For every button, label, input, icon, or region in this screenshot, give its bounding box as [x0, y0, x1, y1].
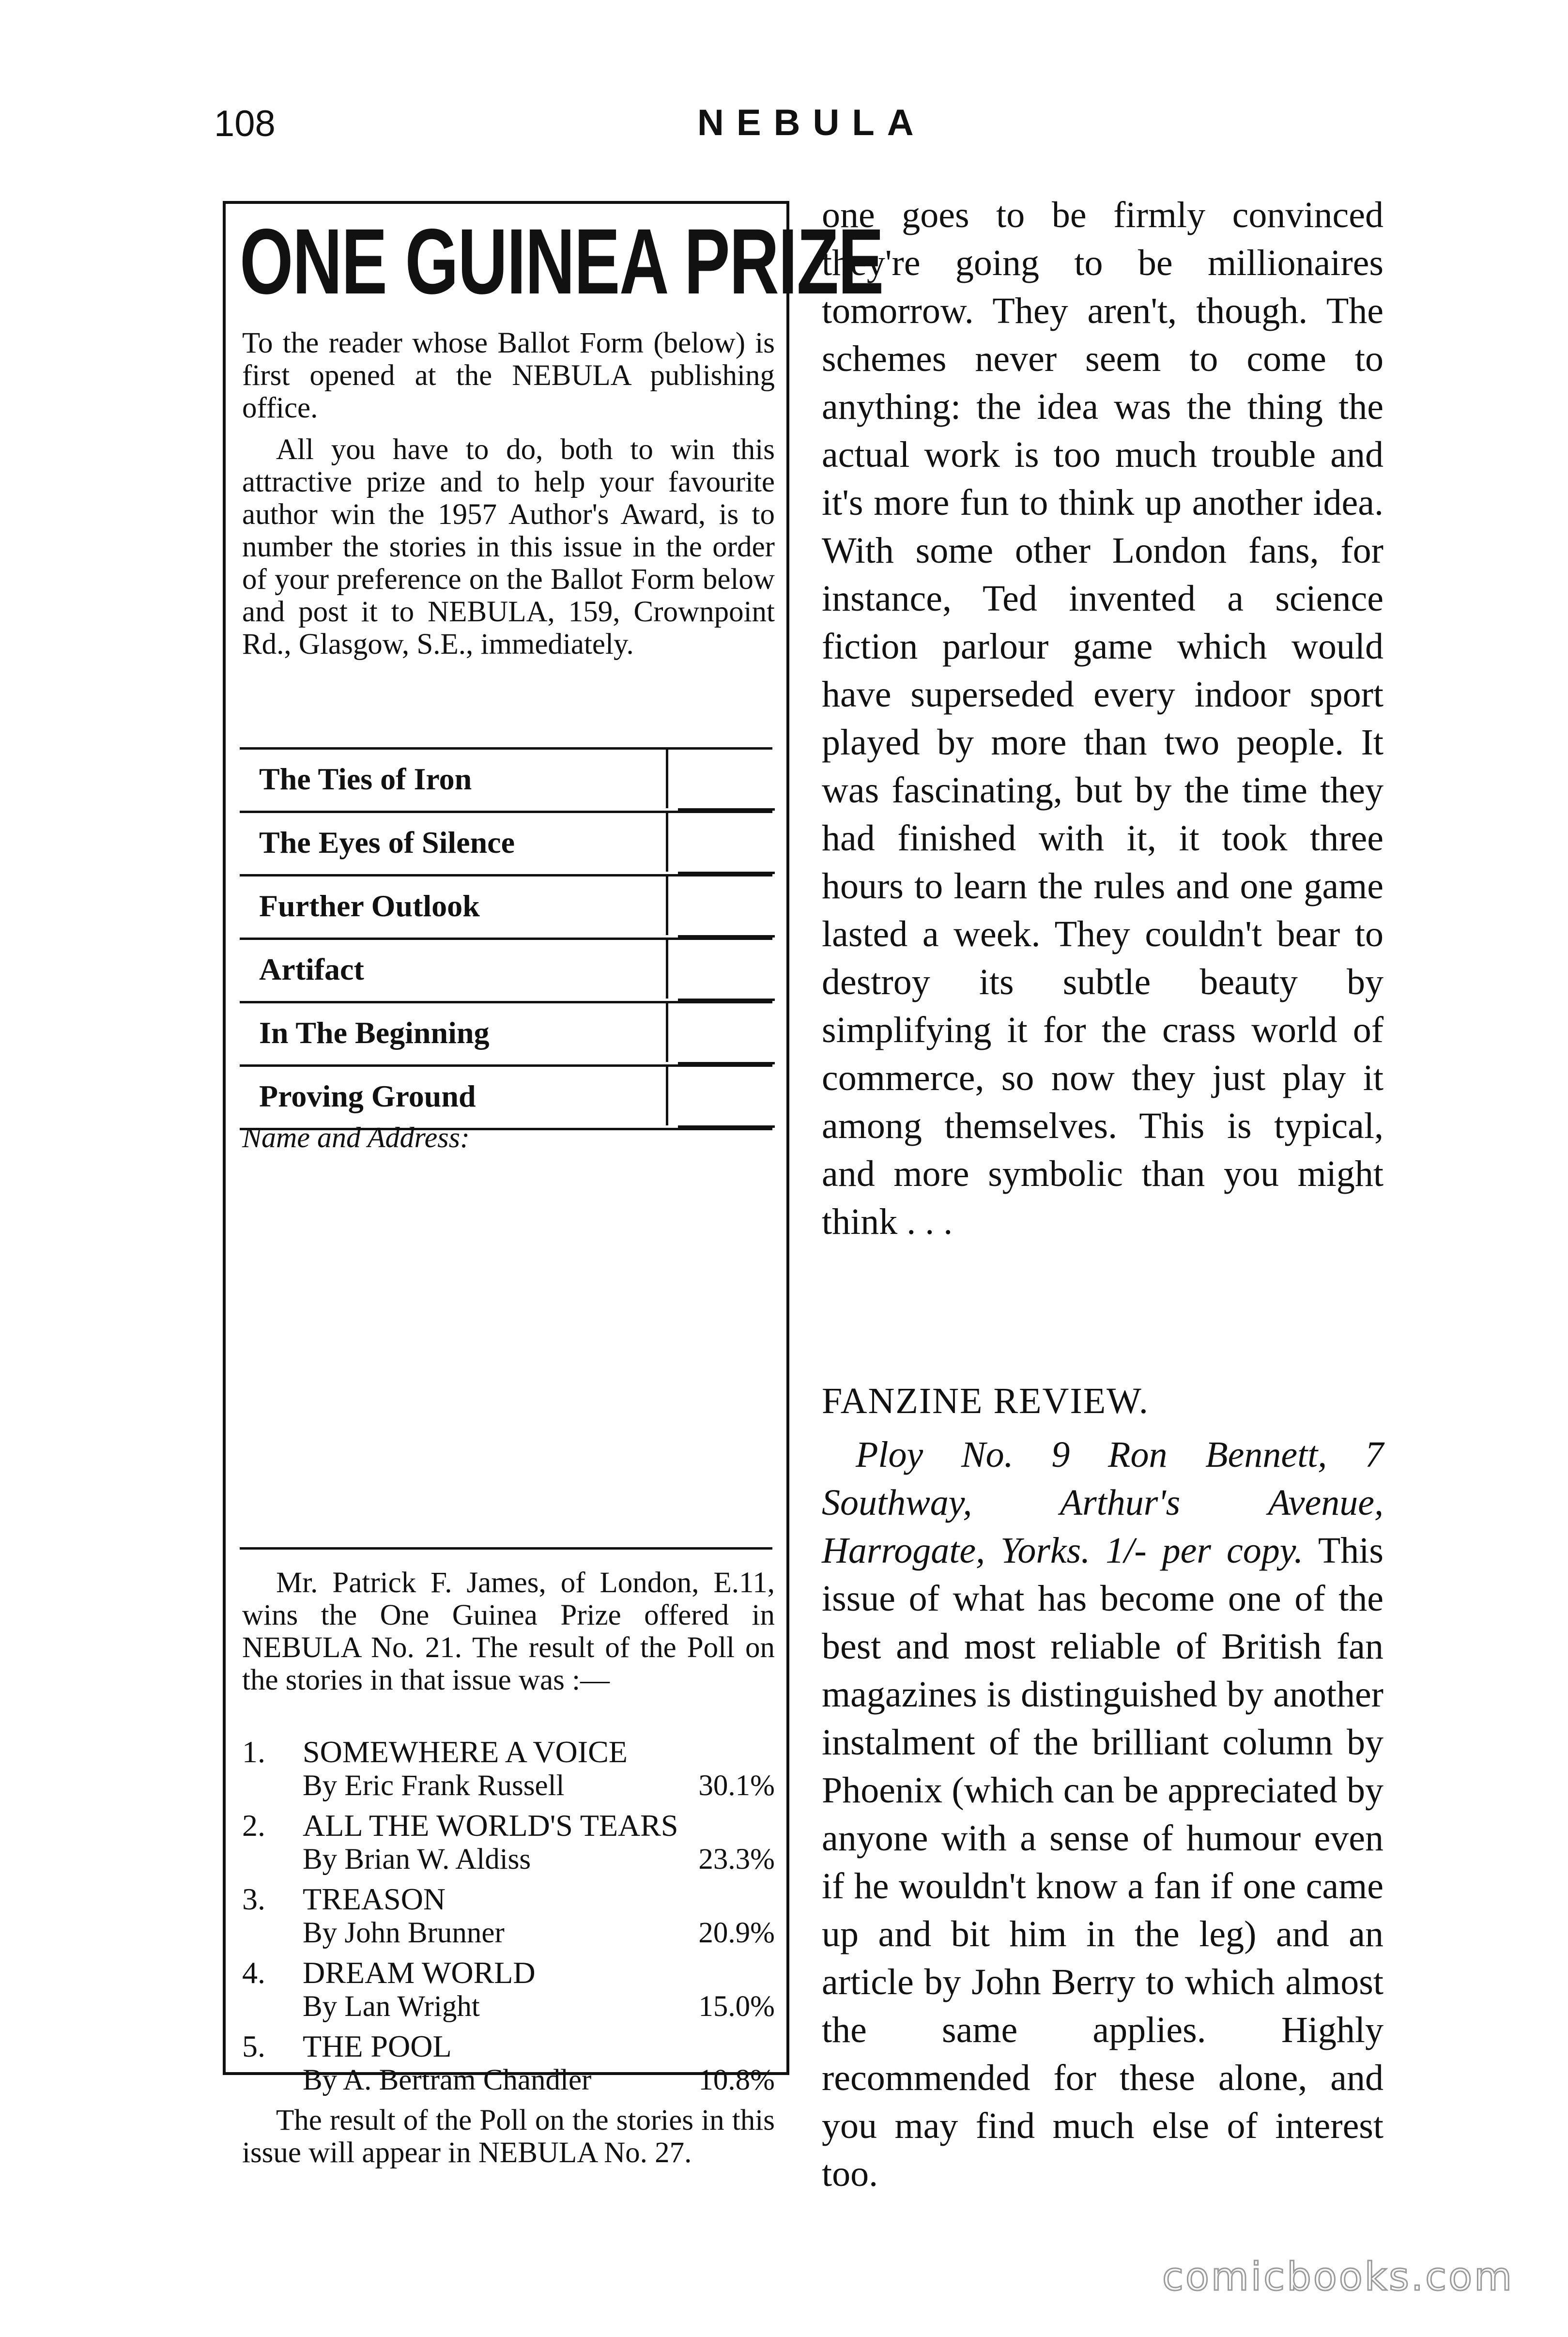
watermark: comicbooks.com	[1162, 2254, 1514, 2299]
page-number: 108	[214, 103, 276, 144]
review-text: This issue of what has become one of the best and most reliable of British fan magazines is distinguished by another instalment of the brilliant column by Phoenix (which can be appreciated by anyone with a sense of humour even if he wouldn't know a fan if one came up and bit him in the leg) and an article by John Berry to which almost the same applies. Highly recommended for these alone, and you may find much else of interest too.	[822, 1530, 1384, 2194]
ballot-entry-box[interactable]	[666, 938, 775, 999]
list-item	[242, 1883, 775, 1957]
prize-intro: To the reader whose Ballot Form (below) is first opened at the NEBULA publishing office.	[242, 327, 775, 424]
list-item	[242, 1810, 775, 1883]
poll-story-title: TREASON	[303, 1882, 446, 1916]
poll-percent: 30.1%	[698, 1769, 775, 1802]
poll-author: By John Brunner	[303, 1917, 505, 1949]
list-item	[242, 1736, 775, 1810]
ballot-entry-box[interactable]	[666, 1001, 775, 1062]
ballot-story: Artifact	[259, 952, 364, 986]
poll-rank: 2.	[242, 1808, 265, 1843]
ballot-entry-box[interactable]	[666, 1064, 775, 1125]
ballot-form	[240, 747, 772, 1130]
poll-story-title: THE POOL	[303, 2029, 452, 2063]
poll-rank: 5.	[242, 2029, 265, 2063]
section-heading: FANZINE REVIEW.	[822, 1381, 1149, 1421]
running-head: NEBULA	[697, 102, 926, 143]
ballot-story: The Ties of Iron	[259, 762, 472, 796]
poll-percent: 23.3%	[698, 1843, 775, 1876]
ballot-story: The Eyes of Silence	[259, 825, 515, 860]
poll-rank: 3.	[242, 1882, 265, 1916]
poll-author: By Lan Wright	[303, 1990, 480, 2023]
ballot-story: In The Beginning	[259, 1015, 490, 1050]
ballot-entry-box[interactable]	[666, 747, 775, 808]
poll-percent: 15.0%	[698, 1990, 775, 2023]
prize-instructions: All you have to do, both to win this attractive prize and to help your favourite author win the 1957 Author's Award, is to number the stories in this issue in the order of your preference on the Ballot Form below and post it to NEBULA, 159, Crownpoint Rd., Glasgow, S.E., immediately.	[242, 433, 775, 661]
list-item	[242, 1957, 775, 2030]
poll-results	[242, 1736, 775, 2104]
fanzine-review	[822, 1431, 1384, 2198]
poll-story-title: SOMEWHERE A VOICE	[303, 1735, 628, 1769]
name-address-label: Name and Address:	[242, 1122, 470, 1153]
article-body	[822, 191, 1384, 1246]
ballot-row	[240, 747, 772, 813]
article-paragraph: one goes to be firmly convinced they're going to be millionaires tomorrow. They aren't, though. The schemes never seem to come to anything: the idea was the thing the actual work is too much trouble and it's more fun to think up another idea. With some other London fans, for instance, Ted invented a science fiction parlour game which would have superseded every indoor sport played by more than two people. It was fascinating, but by the time they had finished with it, it took three hours to learn the rules and one game lasted a week. They couldn't bear to destroy its subtle beauty by simplifying it for the crass world of commerce, so now they just play it among themselves. This is typical, and more symbolic than you might think . . .	[822, 195, 1384, 1242]
poll-percent: 10.8%	[698, 2064, 775, 2096]
review-citation: Ploy No. 9 Ron Bennett, 7 Southway, Arthur's Avenue, Harrogate, Yorks. 1/- per copy.	[822, 1434, 1384, 1571]
poll-story-title: ALL THE WORLD'S TEARS	[303, 1808, 678, 1843]
ballot-story: Proving Ground	[259, 1079, 476, 1113]
poll-author: By Brian W. Aldiss	[303, 1843, 531, 1876]
poll-percent: 20.9%	[698, 1917, 775, 1949]
ballot-entry-box[interactable]	[666, 874, 775, 935]
prize-title: ONE GUINEA PRIZE	[240, 209, 883, 313]
poll-rank: 4.	[242, 1955, 265, 1990]
ballot-row	[240, 876, 772, 940]
winner-announcement: Mr. Patrick F. James, of London, E.11, wins the One Guinea Prize offered in NEBULA No. 21. The result of the Poll on the stories in that issue was :—	[242, 1567, 775, 1696]
ballot-row	[240, 813, 772, 876]
poll-note: The result of the Poll on the stories in this issue will appear in NEBULA No. 27.	[242, 2104, 775, 2169]
ballot-row	[240, 940, 772, 1003]
poll-story-title: DREAM WORLD	[303, 1955, 536, 1990]
poll-author: By A. Bertram Chandler	[303, 2064, 592, 2096]
poll-rank: 1.	[242, 1735, 265, 1769]
ballot-row	[240, 1003, 772, 1067]
divider	[240, 1547, 772, 1550]
ballot-story: Further Outlook	[259, 889, 480, 923]
poll-author: By Eric Frank Russell	[303, 1769, 565, 1802]
ballot-entry-box[interactable]	[666, 811, 775, 872]
list-item	[242, 2030, 775, 2104]
